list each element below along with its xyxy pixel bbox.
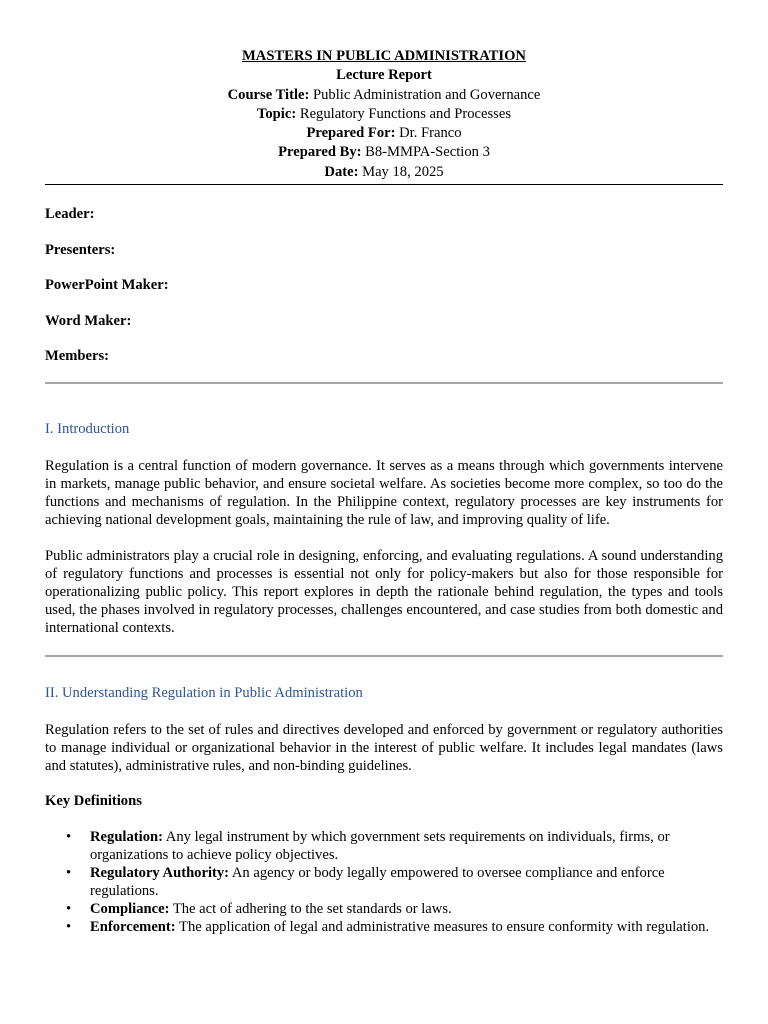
bullet-icon: • — [66, 865, 72, 882]
bullet-icon: • — [66, 901, 72, 918]
prepared-for-value: Dr. Franco — [395, 125, 462, 142]
course-title-value: Public Administration and Governance — [309, 86, 541, 103]
section-heading-introduction: I. Introduction — [45, 421, 130, 438]
report-header — [45, 47, 723, 182]
list-item — [66, 864, 723, 900]
group-roles — [45, 205, 723, 365]
definition-text: An agency or body legally empowered to oversee compliance and enforce regulations. — [90, 865, 665, 900]
prepared-by-value: B8-MMPA-Section 3 — [361, 144, 490, 161]
role-powerpoint-maker: PowerPoint Maker: — [45, 277, 169, 294]
header-divider — [45, 184, 723, 185]
definition-term: Regulatory Authority: — [90, 865, 230, 882]
section-heading-understanding-regulation: II. Understanding Regulation in Public Administration — [45, 685, 363, 702]
definition-term: Compliance: — [90, 901, 170, 918]
topic-line — [45, 105, 723, 124]
course-title-label: Course Title: — [227, 86, 310, 103]
definition-term: Regulation: — [90, 829, 163, 846]
date-label: Date: — [324, 163, 359, 180]
intro-paragraph-1: Regulation is a central function of modern governance. It serves as a means through which governments intervene in markets, manage public behavior, and ensure societal welfare. As societies become more complex, so too do the functions and mechanisms of regulation. In the Philippine context, regulatory processes are key instruments for achieving national development goals, maintaining the rule of law, and improving quality of life. — [45, 458, 723, 529]
definition-text: Any legal instrument by which government sets requirements on individuals, firms, or organizations to achieve policy objectives. — [90, 829, 670, 864]
list-item — [66, 900, 723, 918]
section-divider-2 — [45, 655, 723, 657]
date-value: May 18, 2025 — [358, 163, 444, 180]
definition-text: The application of legal and administrative measures to ensure conformity with regulation. — [175, 919, 710, 936]
prepared-for-label: Prepared For: — [306, 125, 396, 142]
topic-label: Topic: — [256, 105, 297, 122]
list-item — [66, 828, 723, 864]
list-item — [66, 918, 723, 936]
definition-term: Enforcement: — [90, 919, 176, 936]
understanding-paragraph: Regulation refers to the set of rules and directives developed and enforced by government or regulatory authorities to manage individual or organizational behavior in the interest of public welfare. It includes legal mandates (laws and statutes), administrative rules, and non-binding guidelines. — [45, 722, 723, 775]
intro-paragraph-2: Public administrators play a crucial role in designing, enforcing, and evaluating regulations. A sound understanding of regulatory functions and processes is essential not only for policy-makers but also for those responsible for operationalizing public policy. This report explores in depth the rationale behind regulation, the types and tools used, the phases involved in regulatory processes, challenges encountered, and case studies from both domestic and international contexts. — [45, 548, 723, 637]
topic-value: Regulatory Functions and Processes — [296, 105, 512, 122]
role-presenters: Presenters: — [45, 241, 116, 258]
section-divider-1 — [45, 382, 723, 384]
key-definitions-heading: Key Definitions — [45, 793, 142, 810]
program-title: MASTERS IN PUBLIC ADMINISTRATION — [242, 48, 526, 64]
prepared-by-label: Prepared By: — [278, 144, 362, 161]
role-word-maker: Word Maker: — [45, 312, 132, 329]
prepared-for-line — [45, 124, 723, 143]
course-title-line — [45, 86, 723, 105]
key-definitions-list — [45, 828, 723, 936]
role-leader: Leader: — [45, 206, 95, 223]
date-line — [45, 163, 723, 182]
role-members: Members: — [45, 348, 110, 365]
prepared-by-line — [45, 143, 723, 162]
definition-text: The act of adhering to the set standards or laws. — [169, 901, 452, 918]
bullet-icon: • — [66, 829, 72, 846]
report-type: Lecture Report — [336, 67, 432, 84]
bullet-icon: • — [66, 919, 72, 936]
